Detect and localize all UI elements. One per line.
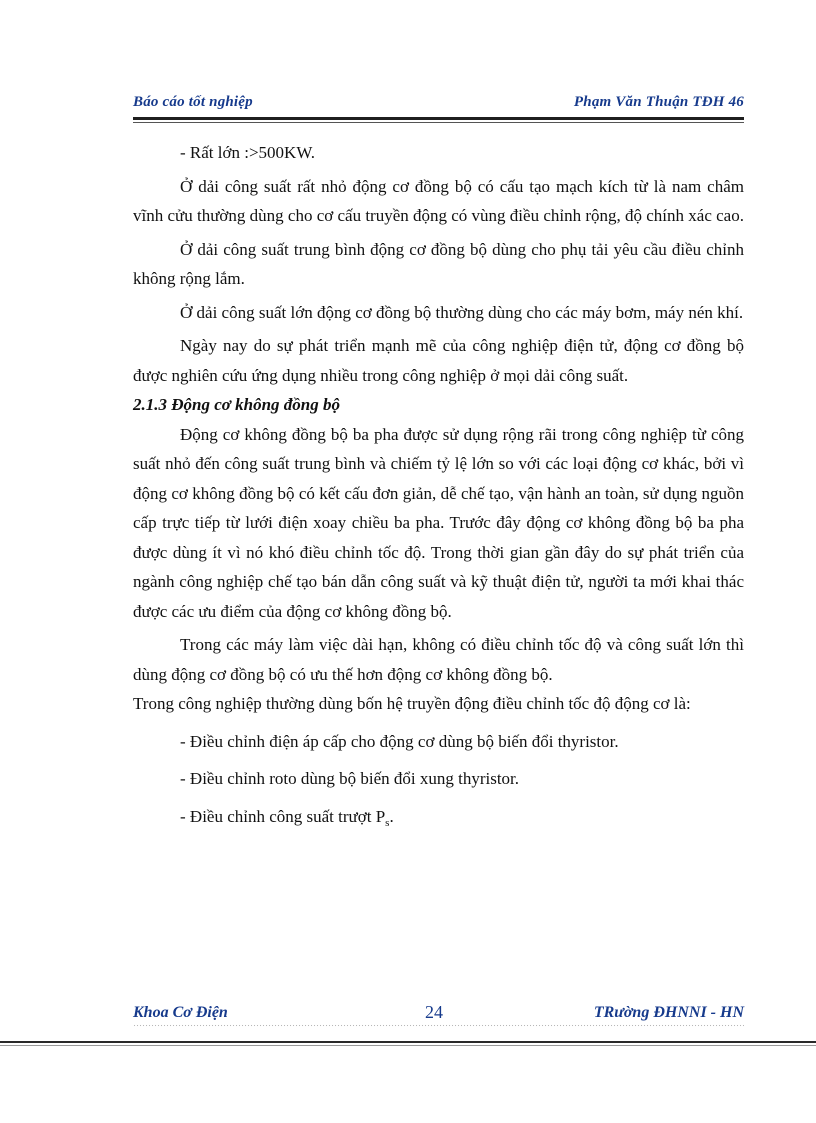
page-number: 24 — [425, 1002, 443, 1022]
subscript-s: s — [385, 816, 390, 829]
section-heading: 2.1.3 Động cơ không đồng bộ — [133, 395, 341, 414]
list-item-rotor-control: - Điều chỉnh roto dùng bộ biến đổi xung thyristor. — [180, 769, 520, 788]
paragraph-large-power: Ở dải công suất lớn động cơ đồng bộ thường dùng cho các máy bơm, máy nén khí. — [180, 302, 744, 322]
paragraph-async-motor: Động cơ không đồng bộ ba pha được sử dụng rộng rãi trong công nghiệp từ công suất nhỏ đến công suất trung bình và chiếm tỷ lệ lớn so với các loại động cơ khác, bởi vì động cơ không đồng bộ có kết cấu đơn giản, dễ chế tạo, vận hành an toàn, sử dụng nguồn cấp trực tiếp từ lưới điện xoay chiều ba pha. Trước đây động cơ không đồng bộ ba pha được dùng ít vì nó khó điều chỉnh tốc độ. Trong thời gian gần đây do sự phát triển của ngành công nghiệp chế tạo bán dẫn công suất và kỹ thuật điện tử, người ta mới khai thác được các ưu điểm của động cơ không đồng bộ. — [133, 424, 744, 621]
header-right-author: Phạm Văn Thuận TĐH 46 — [573, 94, 744, 110]
paragraph-long-term-machines: Trong các máy làm việc dài hạn, không có điều chỉnh tốc độ và công suất lớn thì dùng động cơ đồng bộ có ưu thế hơn động cơ không đồng bộ. — [133, 635, 744, 684]
page-bottom-rule — [0, 1041, 816, 1043]
paragraph-nowadays: Ngày nay do sự phát triển mạnh mẽ của công nghiệp điện tử, động cơ đồng bộ được nghiên cứu ứng dụng nhiều trong công nghiệp ở mọi dải công suất. — [133, 336, 744, 385]
paragraph-four-systems: Trong công nghiệp thường dùng bốn hệ truyền động điều chỉnh tốc độ động cơ là: — [133, 694, 691, 713]
page-bottom-rule-thin — [0, 1045, 816, 1046]
list-item-power-range: - Rất lớn :>500KW. — [180, 143, 316, 162]
page-body — [133, 138, 744, 838]
header-rule — [133, 117, 744, 120]
paragraph-medium-power: Ở dải công suất trung bình động cơ đồng bộ dùng cho phụ tải yêu cầu điều chỉnh không rộng lắm. — [133, 239, 744, 288]
header-rule-thin — [133, 122, 744, 123]
list-item-slip-power-end: . — [389, 806, 394, 826]
header-left-title: Báo cáo tốt nghiệp — [133, 94, 253, 110]
page-header — [133, 94, 744, 116]
list-item-slip-power — [133, 802, 744, 839]
footer-right-university: TRường ĐHNNI - HN — [593, 1004, 744, 1021]
paragraph-small-power: Ở dải công suất rất nhỏ động cơ đồng bộ có cấu tạo mạch kích từ là nam châm vĩnh cửu thường dùng cho cơ cấu truyền động có vùng điều chỉnh rộng, độ chính xác cao. — [133, 176, 744, 225]
list-item-voltage-control: - Điều chỉnh điện áp cấp cho động cơ dùng bộ biến đổi thyristor. — [180, 731, 619, 751]
footer-dotted-rule — [133, 1024, 744, 1027]
footer-left-faculty: Khoa Cơ Điện — [133, 1004, 228, 1021]
list-item-slip-power-text: - Điều chỉnh công suất trượt P — [180, 806, 386, 826]
